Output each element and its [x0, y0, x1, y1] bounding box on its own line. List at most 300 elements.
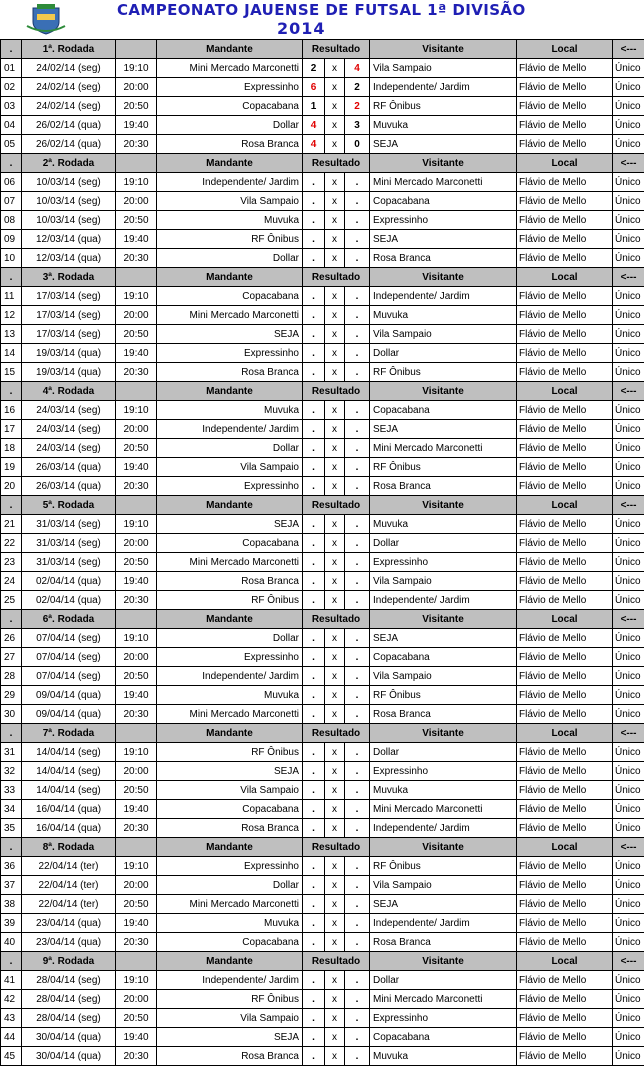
result-header: Resultado — [303, 724, 370, 743]
away-score: . — [345, 895, 370, 914]
away-score: . — [345, 648, 370, 667]
match-time: 20:30 — [116, 1047, 157, 1066]
versus-mark: x — [325, 306, 345, 325]
match-time: 20:30 — [116, 933, 157, 952]
match-number: 13 — [1, 325, 22, 344]
match-turn: Único — [613, 477, 644, 496]
match-number: 37 — [1, 876, 22, 895]
index-header: . — [1, 838, 22, 857]
match-time: 20:00 — [116, 420, 157, 439]
match-date: 14/04/14 (seg) — [22, 781, 116, 800]
versus-mark: x — [325, 800, 345, 819]
home-score: . — [303, 534, 325, 553]
away-team: Independente/ Jardim — [370, 287, 517, 306]
round-header-row — [1, 724, 644, 743]
match-row — [1, 990, 644, 1009]
versus-mark: x — [325, 572, 345, 591]
home-header: Mandante — [157, 496, 303, 515]
home-score: . — [303, 857, 325, 876]
away-team: SEJA — [370, 135, 517, 154]
match-row — [1, 819, 644, 838]
match-number: 29 — [1, 686, 22, 705]
away-team: Mini Mercado Marconetti — [370, 800, 517, 819]
versus-mark: x — [325, 59, 345, 78]
away-score: . — [345, 458, 370, 477]
away-header: Visitante — [370, 40, 517, 59]
match-date: 22/04/14 (ter) — [22, 876, 116, 895]
match-time: 19:40 — [116, 572, 157, 591]
versus-mark: x — [325, 325, 345, 344]
match-time: 19:40 — [116, 1028, 157, 1047]
match-date: 07/04/14 (seg) — [22, 667, 116, 686]
match-row — [1, 230, 644, 249]
versus-mark: x — [325, 857, 345, 876]
match-time: 19:10 — [116, 857, 157, 876]
match-date: 30/04/14 (qua) — [22, 1028, 116, 1047]
match-time: 20:30 — [116, 705, 157, 724]
away-team: Rosa Branca — [370, 477, 517, 496]
match-number: 34 — [1, 800, 22, 819]
away-score: . — [345, 477, 370, 496]
home-score: . — [303, 458, 325, 477]
away-team: SEJA — [370, 895, 517, 914]
home-header: Mandante — [157, 838, 303, 857]
match-turn: Único — [613, 363, 644, 382]
away-team: Vila Sampaio — [370, 876, 517, 895]
away-score: 0 — [345, 135, 370, 154]
away-team: Copacabana — [370, 648, 517, 667]
match-date: 26/03/14 (qua) — [22, 477, 116, 496]
match-time: 19:40 — [116, 458, 157, 477]
match-row — [1, 781, 644, 800]
page-title: CAMPEONATO JAUENSE DE FUTSAL 1ª DIVISÃO — [117, 1, 526, 19]
match-time: 20:50 — [116, 97, 157, 116]
match-turn: Único — [613, 648, 644, 667]
time-header — [116, 40, 157, 59]
match-time: 20:50 — [116, 211, 157, 230]
match-number: 04 — [1, 116, 22, 135]
match-number: 19 — [1, 458, 22, 477]
match-date: 19/03/14 (qua) — [22, 344, 116, 363]
home-header: Mandante — [157, 724, 303, 743]
away-score: . — [345, 344, 370, 363]
away-team: Muvuka — [370, 116, 517, 135]
versus-mark: x — [325, 477, 345, 496]
match-time: 20:00 — [116, 306, 157, 325]
away-team: SEJA — [370, 420, 517, 439]
round-label: 8ª. Rodada — [22, 838, 116, 857]
away-score: . — [345, 515, 370, 534]
match-venue: Flávio de Mello — [517, 477, 613, 496]
match-date: 10/03/14 (seg) — [22, 211, 116, 230]
match-turn: Único — [613, 990, 644, 1009]
versus-mark: x — [325, 686, 345, 705]
away-score: . — [345, 401, 370, 420]
match-time: 20:50 — [116, 781, 157, 800]
round-header-row — [1, 838, 644, 857]
match-number: 40 — [1, 933, 22, 952]
versus-mark: x — [325, 743, 345, 762]
away-score: . — [345, 705, 370, 724]
home-team: Independente/ Jardim — [157, 173, 303, 192]
match-date: 14/04/14 (seg) — [22, 743, 116, 762]
home-team: Rosa Branca — [157, 819, 303, 838]
match-date: 09/04/14 (qua) — [22, 686, 116, 705]
away-header: Visitante — [370, 154, 517, 173]
versus-mark: x — [325, 344, 345, 363]
home-score: . — [303, 800, 325, 819]
away-score: . — [345, 629, 370, 648]
away-team: RF Ônibus — [370, 363, 517, 382]
round-header-row — [1, 382, 644, 401]
versus-mark: x — [325, 192, 345, 211]
away-team: Independente/ Jardim — [370, 78, 517, 97]
away-score: . — [345, 971, 370, 990]
page-year: 2014 — [277, 19, 326, 38]
venue-header: Local — [517, 382, 613, 401]
match-time: 19:10 — [116, 287, 157, 306]
match-turn: Único — [613, 401, 644, 420]
match-time: 19:40 — [116, 686, 157, 705]
match-row — [1, 325, 644, 344]
away-score: . — [345, 553, 370, 572]
home-team: Independente/ Jardim — [157, 420, 303, 439]
match-venue: Flávio de Mello — [517, 78, 613, 97]
round-label: 7ª. Rodada — [22, 724, 116, 743]
match-number: 42 — [1, 990, 22, 1009]
match-time: 19:10 — [116, 971, 157, 990]
match-date: 23/04/14 (qua) — [22, 933, 116, 952]
match-turn: Único — [613, 325, 644, 344]
round-label: 6ª. Rodada — [22, 610, 116, 629]
home-score: . — [303, 914, 325, 933]
match-row — [1, 192, 644, 211]
match-row — [1, 135, 644, 154]
round-header-row — [1, 154, 644, 173]
away-score: . — [345, 211, 370, 230]
versus-mark: x — [325, 895, 345, 914]
versus-mark: x — [325, 971, 345, 990]
versus-mark: x — [325, 914, 345, 933]
away-team: Muvuka — [370, 306, 517, 325]
match-date: 24/03/14 (seg) — [22, 439, 116, 458]
versus-mark: x — [325, 591, 345, 610]
home-team: Vila Sampaio — [157, 1009, 303, 1028]
match-turn: Único — [613, 914, 644, 933]
match-turn: Único — [613, 629, 644, 648]
match-row — [1, 895, 644, 914]
match-venue: Flávio de Mello — [517, 135, 613, 154]
home-score: . — [303, 420, 325, 439]
match-number: 31 — [1, 743, 22, 762]
versus-mark: x — [325, 287, 345, 306]
home-header: Mandante — [157, 154, 303, 173]
match-date: 26/02/14 (qua) — [22, 116, 116, 135]
match-turn: Único — [613, 173, 644, 192]
match-venue: Flávio de Mello — [517, 325, 613, 344]
home-team: SEJA — [157, 1028, 303, 1047]
home-team: Rosa Branca — [157, 135, 303, 154]
away-team: Expressinho — [370, 762, 517, 781]
home-score: . — [303, 667, 325, 686]
match-time: 19:10 — [116, 173, 157, 192]
away-team: Independente/ Jardim — [370, 914, 517, 933]
time-header — [116, 610, 157, 629]
match-number: 45 — [1, 1047, 22, 1066]
match-time: 20:50 — [116, 553, 157, 572]
match-turn: Único — [613, 876, 644, 895]
home-team: SEJA — [157, 325, 303, 344]
match-time: 20:30 — [116, 477, 157, 496]
home-score: . — [303, 515, 325, 534]
home-header: Mandante — [157, 952, 303, 971]
away-team: Vila Sampaio — [370, 667, 517, 686]
match-row — [1, 306, 644, 325]
home-team: Copacabana — [157, 800, 303, 819]
versus-mark: x — [325, 933, 345, 952]
match-turn: Único — [613, 211, 644, 230]
result-header: Resultado — [303, 154, 370, 173]
match-venue: Flávio de Mello — [517, 534, 613, 553]
home-team: Copacabana — [157, 97, 303, 116]
match-number: 27 — [1, 648, 22, 667]
match-venue: Flávio de Mello — [517, 230, 613, 249]
match-turn: Único — [613, 534, 644, 553]
match-number: 21 — [1, 515, 22, 534]
round-header-row — [1, 610, 644, 629]
away-score: . — [345, 420, 370, 439]
match-time: 20:50 — [116, 325, 157, 344]
match-date: 17/03/14 (seg) — [22, 306, 116, 325]
match-turn: Único — [613, 344, 644, 363]
match-venue: Flávio de Mello — [517, 591, 613, 610]
match-time: 20:00 — [116, 648, 157, 667]
match-row — [1, 420, 644, 439]
away-team: SEJA — [370, 230, 517, 249]
home-team: RF Ônibus — [157, 230, 303, 249]
match-row — [1, 933, 644, 952]
time-header — [116, 952, 157, 971]
match-turn: Único — [613, 971, 644, 990]
index-header: . — [1, 496, 22, 515]
away-header: Visitante — [370, 496, 517, 515]
arrow-header: <--- — [613, 952, 644, 971]
away-team: Expressinho — [370, 553, 517, 572]
venue-header: Local — [517, 952, 613, 971]
match-venue: Flávio de Mello — [517, 648, 613, 667]
home-score: . — [303, 971, 325, 990]
home-team: Rosa Branca — [157, 572, 303, 591]
home-team: Mini Mercado Marconetti — [157, 705, 303, 724]
home-team: Muvuka — [157, 686, 303, 705]
match-row — [1, 211, 644, 230]
match-turn: Único — [613, 743, 644, 762]
venue-header: Local — [517, 610, 613, 629]
away-team: Vila Sampaio — [370, 325, 517, 344]
round-label: 2ª. Rodada — [22, 154, 116, 173]
away-score: . — [345, 667, 370, 686]
round-header-row — [1, 496, 644, 515]
versus-mark: x — [325, 230, 345, 249]
match-row — [1, 59, 644, 78]
away-team: Independente/ Jardim — [370, 819, 517, 838]
match-turn: Único — [613, 420, 644, 439]
match-venue: Flávio de Mello — [517, 1028, 613, 1047]
away-team: Expressinho — [370, 211, 517, 230]
away-score: . — [345, 686, 370, 705]
home-team: Dollar — [157, 116, 303, 135]
away-score: . — [345, 363, 370, 382]
home-team: RF Ônibus — [157, 591, 303, 610]
home-score: . — [303, 230, 325, 249]
result-header: Resultado — [303, 496, 370, 515]
home-team: RF Ônibus — [157, 990, 303, 1009]
index-header: . — [1, 154, 22, 173]
away-team: Expressinho — [370, 1009, 517, 1028]
match-time: 20:50 — [116, 895, 157, 914]
match-number: 06 — [1, 173, 22, 192]
match-date: 22/04/14 (ter) — [22, 895, 116, 914]
match-venue: Flávio de Mello — [517, 857, 613, 876]
match-turn: Único — [613, 135, 644, 154]
match-venue: Flávio de Mello — [517, 344, 613, 363]
away-score: 4 — [345, 59, 370, 78]
match-number: 30 — [1, 705, 22, 724]
match-venue: Flávio de Mello — [517, 914, 613, 933]
away-team: Independente/ Jardim — [370, 591, 517, 610]
match-number: 02 — [1, 78, 22, 97]
match-venue: Flávio de Mello — [517, 686, 613, 705]
match-row — [1, 173, 644, 192]
versus-mark: x — [325, 458, 345, 477]
versus-mark: x — [325, 249, 345, 268]
away-team: RF Ônibus — [370, 686, 517, 705]
match-number: 43 — [1, 1009, 22, 1028]
home-score: 1 — [303, 97, 325, 116]
match-row — [1, 705, 644, 724]
away-score: . — [345, 743, 370, 762]
match-turn: Único — [613, 667, 644, 686]
match-number: 12 — [1, 306, 22, 325]
home-score: . — [303, 572, 325, 591]
venue-header: Local — [517, 838, 613, 857]
home-score: . — [303, 686, 325, 705]
match-row — [1, 515, 644, 534]
away-team: Mini Mercado Marconetti — [370, 439, 517, 458]
match-number: 16 — [1, 401, 22, 420]
match-turn: Único — [613, 705, 644, 724]
match-turn: Único — [613, 591, 644, 610]
match-venue: Flávio de Mello — [517, 249, 613, 268]
match-number: 23 — [1, 553, 22, 572]
home-score: . — [303, 553, 325, 572]
round-header-row — [1, 268, 644, 287]
versus-mark: x — [325, 667, 345, 686]
match-number: 08 — [1, 211, 22, 230]
match-turn: Único — [613, 572, 644, 591]
away-header: Visitante — [370, 382, 517, 401]
home-header: Mandante — [157, 268, 303, 287]
home-team: Mini Mercado Marconetti — [157, 553, 303, 572]
versus-mark: x — [325, 1009, 345, 1028]
match-venue: Flávio de Mello — [517, 420, 613, 439]
match-row — [1, 857, 644, 876]
home-score: . — [303, 648, 325, 667]
away-team: Copacabana — [370, 1028, 517, 1047]
away-score: 2 — [345, 78, 370, 97]
versus-mark: x — [325, 515, 345, 534]
match-venue: Flávio de Mello — [517, 800, 613, 819]
venue-header: Local — [517, 724, 613, 743]
versus-mark: x — [325, 762, 345, 781]
home-score: . — [303, 781, 325, 800]
match-turn: Único — [613, 97, 644, 116]
match-number: 39 — [1, 914, 22, 933]
match-turn: Único — [613, 116, 644, 135]
round-label: 5ª. Rodada — [22, 496, 116, 515]
away-team: Rosa Branca — [370, 705, 517, 724]
home-score: . — [303, 1047, 325, 1066]
match-number: 41 — [1, 971, 22, 990]
home-team: Independente/ Jardim — [157, 971, 303, 990]
match-turn: Único — [613, 230, 644, 249]
match-date: 24/02/14 (seg) — [22, 97, 116, 116]
home-score: . — [303, 211, 325, 230]
match-number: 14 — [1, 344, 22, 363]
home-header: Mandante — [157, 40, 303, 59]
away-header: Visitante — [370, 952, 517, 971]
away-team: Dollar — [370, 971, 517, 990]
match-date: 22/04/14 (ter) — [22, 857, 116, 876]
match-venue: Flávio de Mello — [517, 173, 613, 192]
match-venue: Flávio de Mello — [517, 990, 613, 1009]
match-date: 30/04/14 (qua) — [22, 1047, 116, 1066]
match-date: 26/02/14 (qua) — [22, 135, 116, 154]
match-venue: Flávio de Mello — [517, 287, 613, 306]
match-number: 07 — [1, 192, 22, 211]
home-score: . — [303, 895, 325, 914]
time-header — [116, 382, 157, 401]
match-date: 31/03/14 (seg) — [22, 553, 116, 572]
home-team: Vila Sampaio — [157, 458, 303, 477]
away-score: . — [345, 914, 370, 933]
match-date: 23/04/14 (qua) — [22, 914, 116, 933]
home-team: SEJA — [157, 515, 303, 534]
away-score: . — [345, 819, 370, 838]
match-venue: Flávio de Mello — [517, 515, 613, 534]
match-venue: Flávio de Mello — [517, 933, 613, 952]
result-header: Resultado — [303, 40, 370, 59]
away-team: Rosa Branca — [370, 249, 517, 268]
away-team: RF Ônibus — [370, 97, 517, 116]
home-team: Rosa Branca — [157, 363, 303, 382]
match-row — [1, 78, 644, 97]
away-header: Visitante — [370, 610, 517, 629]
match-venue: Flávio de Mello — [517, 192, 613, 211]
match-time: 20:30 — [116, 135, 157, 154]
match-venue: Flávio de Mello — [517, 667, 613, 686]
match-date: 10/03/14 (seg) — [22, 173, 116, 192]
home-team: Expressinho — [157, 344, 303, 363]
home-score: . — [303, 192, 325, 211]
away-score: . — [345, 192, 370, 211]
home-score: . — [303, 173, 325, 192]
match-turn: Único — [613, 458, 644, 477]
match-time: 19:40 — [116, 116, 157, 135]
match-venue: Flávio de Mello — [517, 363, 613, 382]
match-row — [1, 876, 644, 895]
match-date: 12/03/14 (qua) — [22, 249, 116, 268]
